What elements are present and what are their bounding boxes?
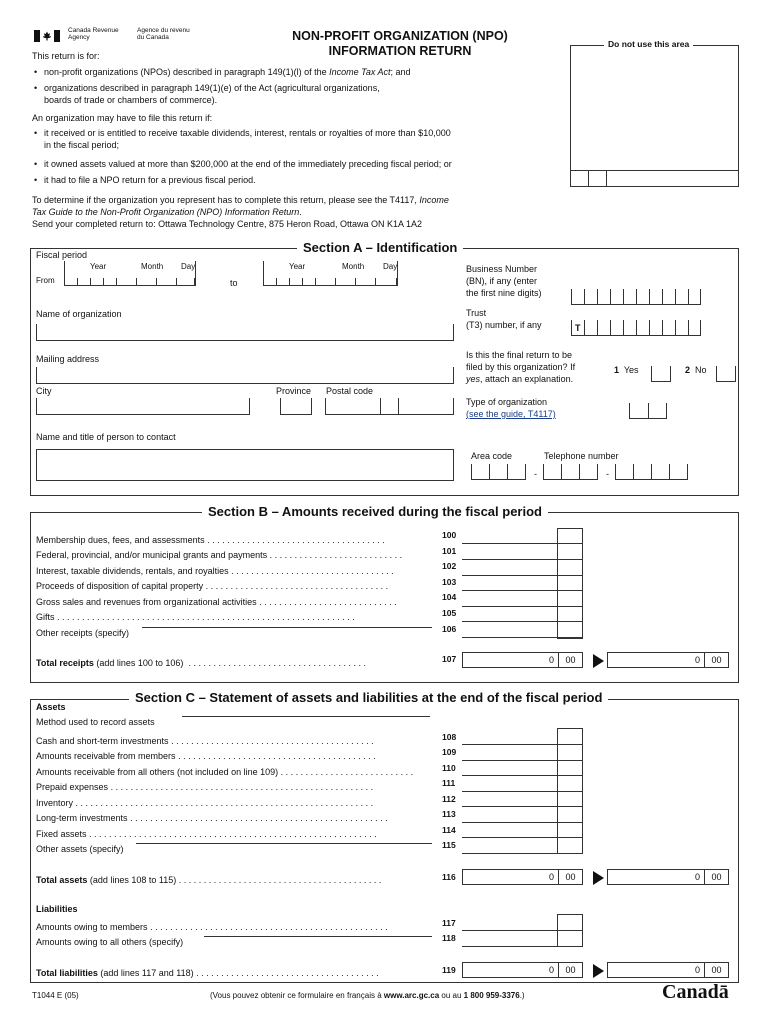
org-type-input[interactable] (629, 403, 667, 419)
phone-prefix-input[interactable] (543, 464, 598, 480)
org-name-label: Name of organization (36, 309, 122, 319)
telephone-label: Telephone number (544, 451, 619, 461)
phone-dash-1: - (534, 469, 537, 479)
arrow-right-icon (593, 654, 604, 668)
fiscal-period-label: Fiscal period (36, 250, 88, 260)
bn-label: Business Number (BN), if any (enter the first nine digits) (466, 264, 542, 298)
total-liabilities-carry-cents: 00 (704, 963, 728, 977)
line-102-num: 102 (442, 561, 457, 571)
month-label: Month (141, 262, 164, 271)
line-119-cents: 00 (558, 963, 582, 977)
office-use-label: Do not use this area (604, 39, 693, 49)
line-115-num: 115 (442, 840, 456, 850)
contact-label: Name and title of person to contact (36, 432, 176, 442)
method-input[interactable] (182, 716, 430, 717)
line-102-label: Interest, taxable dividends, rentals, and royalties . . . . . . . . . . . . . . . . . . . . . . . . . . . . . . . . . (36, 566, 394, 576)
phone-dash-2: - (606, 469, 609, 479)
line-110-label: Amounts receivable from all others (not included on line 109) . . . . . . . . . . . . . . . . . . . . . . . . . . . (36, 767, 414, 777)
province-label: Province (276, 386, 312, 396)
arrow-right-icon (593, 964, 604, 978)
line-105-num: 105 (442, 608, 457, 618)
area-code-label: Area code (471, 451, 513, 461)
line-104-num: 104 (442, 592, 457, 602)
line-116-zero: 0 (548, 872, 554, 882)
line-117-num: 117 (442, 918, 456, 928)
line-103-label: Proceeds of disposition of capital property . . . . . . . . . . . . . . . . . . . . . . . . . . . . . . . . . . . . . (36, 581, 389, 591)
contact-input[interactable] (36, 449, 454, 481)
line-108-label: Cash and short-term investments . . . . . . . . . . . . . . . . . . . . . . . . . . . . . . . . . . . . . . . . . (36, 736, 374, 746)
french-notice: (Vous pouvez obtenir ce formulaire en français à www.arc.gc.ca ou au 1 800 959-3376.) (210, 991, 525, 1000)
fiscal-from-date[interactable] (64, 278, 195, 286)
line-116-num: 116 (442, 872, 456, 882)
form-id: T1044 E (05) (32, 991, 79, 1000)
phone-line-input[interactable] (615, 464, 688, 480)
fiscal-to-date[interactable] (263, 278, 397, 286)
line-103-num: 103 (442, 577, 457, 587)
line-119-num: 119 (442, 965, 456, 975)
city-label: City (36, 386, 52, 396)
section-c-cents-column (557, 728, 583, 854)
section-a-title: Section A – Identification (297, 240, 463, 255)
intro-guide: Tax Guide to the Non-Profit Organization (NPO) Information Return. (32, 207, 302, 217)
line-114-label: Fixed assets . . . . . . . . . . . . . . . . . . . . . . . . . . . . . . . . . . . . . . . . . . . . . . . . . . . . . . . . . . (36, 829, 377, 839)
day-label-2: Day (383, 262, 398, 271)
year-label: Year (90, 262, 107, 271)
intro-bullet-org: • organizations described in paragraph 149(1)(e) of the Act (agricultural organizations, (44, 83, 380, 94)
final-yes-label: 1 Yes (614, 365, 639, 375)
intro-return-for: This return is for: (32, 51, 100, 61)
office-use-box (570, 45, 739, 187)
postal-code-label: Postal code (326, 386, 374, 396)
total-receipts-label: Total receipts (add lines 100 to 106) . . . . . . . . . . . . . . . . . . . . . . . . . . . . . . . . . . . . (36, 658, 366, 668)
other-receipts-specify-input[interactable] (142, 627, 432, 628)
trust-prefix: T (575, 323, 581, 333)
total-liabilities-carry-amount[interactable] (607, 962, 729, 978)
intro-boards: boards of trade or chambers of commerce). (44, 95, 218, 105)
line-117-label: Amounts owing to members . . . . . . . . . . . . . . . . . . . . . . . . . . . . . . . . . . . . . . . . . . . . . . . . (36, 922, 388, 932)
line-111-num: 111 (442, 778, 456, 788)
canada-flag-icon (34, 30, 60, 42)
line-107-zero: 0 (548, 655, 554, 665)
line-101-label: Federal, provincial, and/or municipal grants and payments . . . . . . . . . . . . . . . . . . . . . . . . . . . (36, 550, 403, 560)
final-no-label: 2 No (685, 365, 707, 375)
line-119-amount[interactable] (462, 962, 583, 978)
line-118-num: 118 (442, 933, 456, 943)
page-title: NON-PROFIT ORGANIZATION (NPO) INFORMATION RETURN (292, 29, 508, 58)
province-input[interactable] (280, 398, 312, 415)
canada-wordmark: Canadā (662, 981, 729, 1003)
line-110-num: 110 (442, 763, 456, 773)
total-liabilities-label: Total liabilities (add lines 117 and 118) . . . . . . . . . . . . . . . . . . . . . . . . . . . . . . . . . . . . . (36, 968, 379, 978)
method-label: Method used to record assets (36, 717, 155, 727)
mailing-address-input[interactable] (36, 367, 454, 384)
line-113-num: 113 (442, 809, 456, 819)
line-111-label: Prepaid expenses . . . . . . . . . . . . . . . . . . . . . . . . . . . . . . . . . . . . . . . . . . . . . . . . . . . . . (36, 782, 374, 792)
line-107-cents: 00 (558, 653, 582, 667)
total-assets-carry-zero: 0 (694, 872, 700, 882)
line-100-label: Membership dues, fees, and assessments . . . . . . . . . . . . . . . . . . . . . . . . . . . . . . . . . . . . (36, 535, 385, 545)
to-label: to (230, 278, 238, 288)
line-109-label: Amounts receivable from members . . . . . . . . . . . . . . . . . . . . . . . . . . . . . . . . . . . . . . . . (36, 751, 376, 761)
line-115-label: Other assets (specify) (36, 844, 124, 854)
mailing-address-label: Mailing address (36, 354, 100, 364)
total-receipts-carry-cents: 00 (704, 653, 728, 667)
line-116-cents: 00 (558, 870, 582, 884)
liabilities-cents-column (557, 914, 583, 947)
line-112-num: 112 (442, 794, 456, 804)
trust-label: Trust (T3) number, if any (466, 308, 542, 330)
area-code-input[interactable] (471, 464, 526, 480)
line-105-label: Gifts . . . . . . . . . . . . . . . . . . . . . . . . . . . . . . . . . . . . . . . . . . . . . . . . . . . . . . . . . . . . (36, 612, 355, 622)
arrow-right-icon (593, 871, 604, 885)
final-yes-checkbox[interactable] (651, 366, 671, 382)
line-113-label: Long-term investments . . . . . . . . . . . . . . . . . . . . . . . . . . . . . . . . . . . . . . . . . . . . . . . . . . . . (36, 813, 388, 823)
intro-may-have: An organization may have to file this return if: (32, 113, 213, 123)
line-106-num: 106 (442, 624, 457, 634)
city-input[interactable] (36, 398, 250, 415)
year-label-2: Year (289, 262, 306, 271)
assets-heading: Assets (36, 702, 66, 712)
total-receipts-carry-zero: 0 (694, 655, 700, 665)
line-106-label: Other receipts (specify) (36, 628, 130, 638)
other-assets-specify-input[interactable] (136, 843, 432, 844)
intro-bullet-assets: • it owned assets valued at more than $200,000 at the end of the immediately preceding fiscal period; or (44, 159, 452, 170)
total-assets-carry-amount[interactable] (607, 869, 729, 885)
agency-name-fr: Agence du revenu du Canada (137, 27, 190, 41)
business-number-input[interactable] (571, 289, 701, 305)
total-assets-label: Total assets (add lines 108 to 115) . . . . . . . . . . . . . . . . . . . . . . . . . . . . . . . . . . . . . . . . . (36, 875, 382, 885)
postal-code-input[interactable] (325, 398, 454, 415)
total-assets-carry-cents: 00 (704, 870, 728, 884)
line-109-num: 109 (442, 747, 457, 757)
line-119-zero: 0 (548, 965, 554, 975)
month-label-2: Month (342, 262, 365, 271)
org-type-label: Type of organization (see the guide, T4117) (466, 397, 556, 419)
intro-determine: To determine if the organization you represent has to complete this return, please see the T4117, Income (32, 195, 449, 205)
liabilities-heading: Liabilities (36, 904, 78, 914)
trust-number-input[interactable] (571, 320, 701, 336)
from-label: From (36, 276, 55, 285)
total-receipts-carry-amount[interactable] (607, 652, 729, 668)
org-name-input[interactable] (36, 324, 454, 341)
total-liabilities-carry-zero: 0 (694, 965, 700, 975)
intro-fiscal: in the fiscal period; (44, 140, 120, 150)
intro-bullet-previous: • it had to file a NPO return for a previous fiscal period. (44, 175, 256, 186)
final-return-question: Is this the final return to be filed by this organization? If yes, attach an explanation. (466, 350, 576, 384)
line-108-num: 108 (442, 732, 457, 742)
day-label: Day (181, 262, 196, 271)
section-b-cents-column (557, 528, 583, 639)
intro-send: Send your completed return to: Ottawa Technology Centre, 875 Heron Road, Ottawa ON K1A 1A2 (32, 219, 423, 229)
line-116-amount[interactable] (462, 869, 583, 885)
intro-bullet-npo: • non-profit organizations (NPOs) described in paragraph 149(1)(l) of the Income Tax Act; and (44, 67, 411, 78)
intro-bullet-dividends: • it received or is entitled to receive taxable dividends, interest, rentals or royalties of more than $10,000 (44, 128, 451, 139)
line-104-label: Gross sales and revenues from organizational activities . . . . . . . . . . . . . . . . . . . . . . . . . . . . (36, 597, 397, 607)
line-107-amount[interactable] (462, 652, 583, 668)
line-101-num: 101 (442, 546, 457, 556)
line-112-label: Inventory . . . . . . . . . . . . . . . . . . . . . . . . . . . . . . . . . . . . . . . . . . . . . . . . . . . . . . . . . . . . (36, 798, 374, 808)
line-100-num: 100 (442, 530, 457, 540)
final-no-checkbox[interactable] (716, 366, 736, 382)
section-b-title: Section B – Amounts received during the fiscal period (202, 504, 548, 519)
section-c-title: Section C – Statement of assets and liabilities at the end of the fiscal period (129, 690, 608, 705)
line-107-num: 107 (442, 654, 457, 664)
line-118-label: Amounts owing to all others (specify) (36, 937, 184, 947)
line-114-num: 114 (442, 825, 456, 835)
amounts-owing-specify-input[interactable] (204, 936, 432, 937)
agency-name-en: Canada Revenue Agency (68, 27, 119, 41)
